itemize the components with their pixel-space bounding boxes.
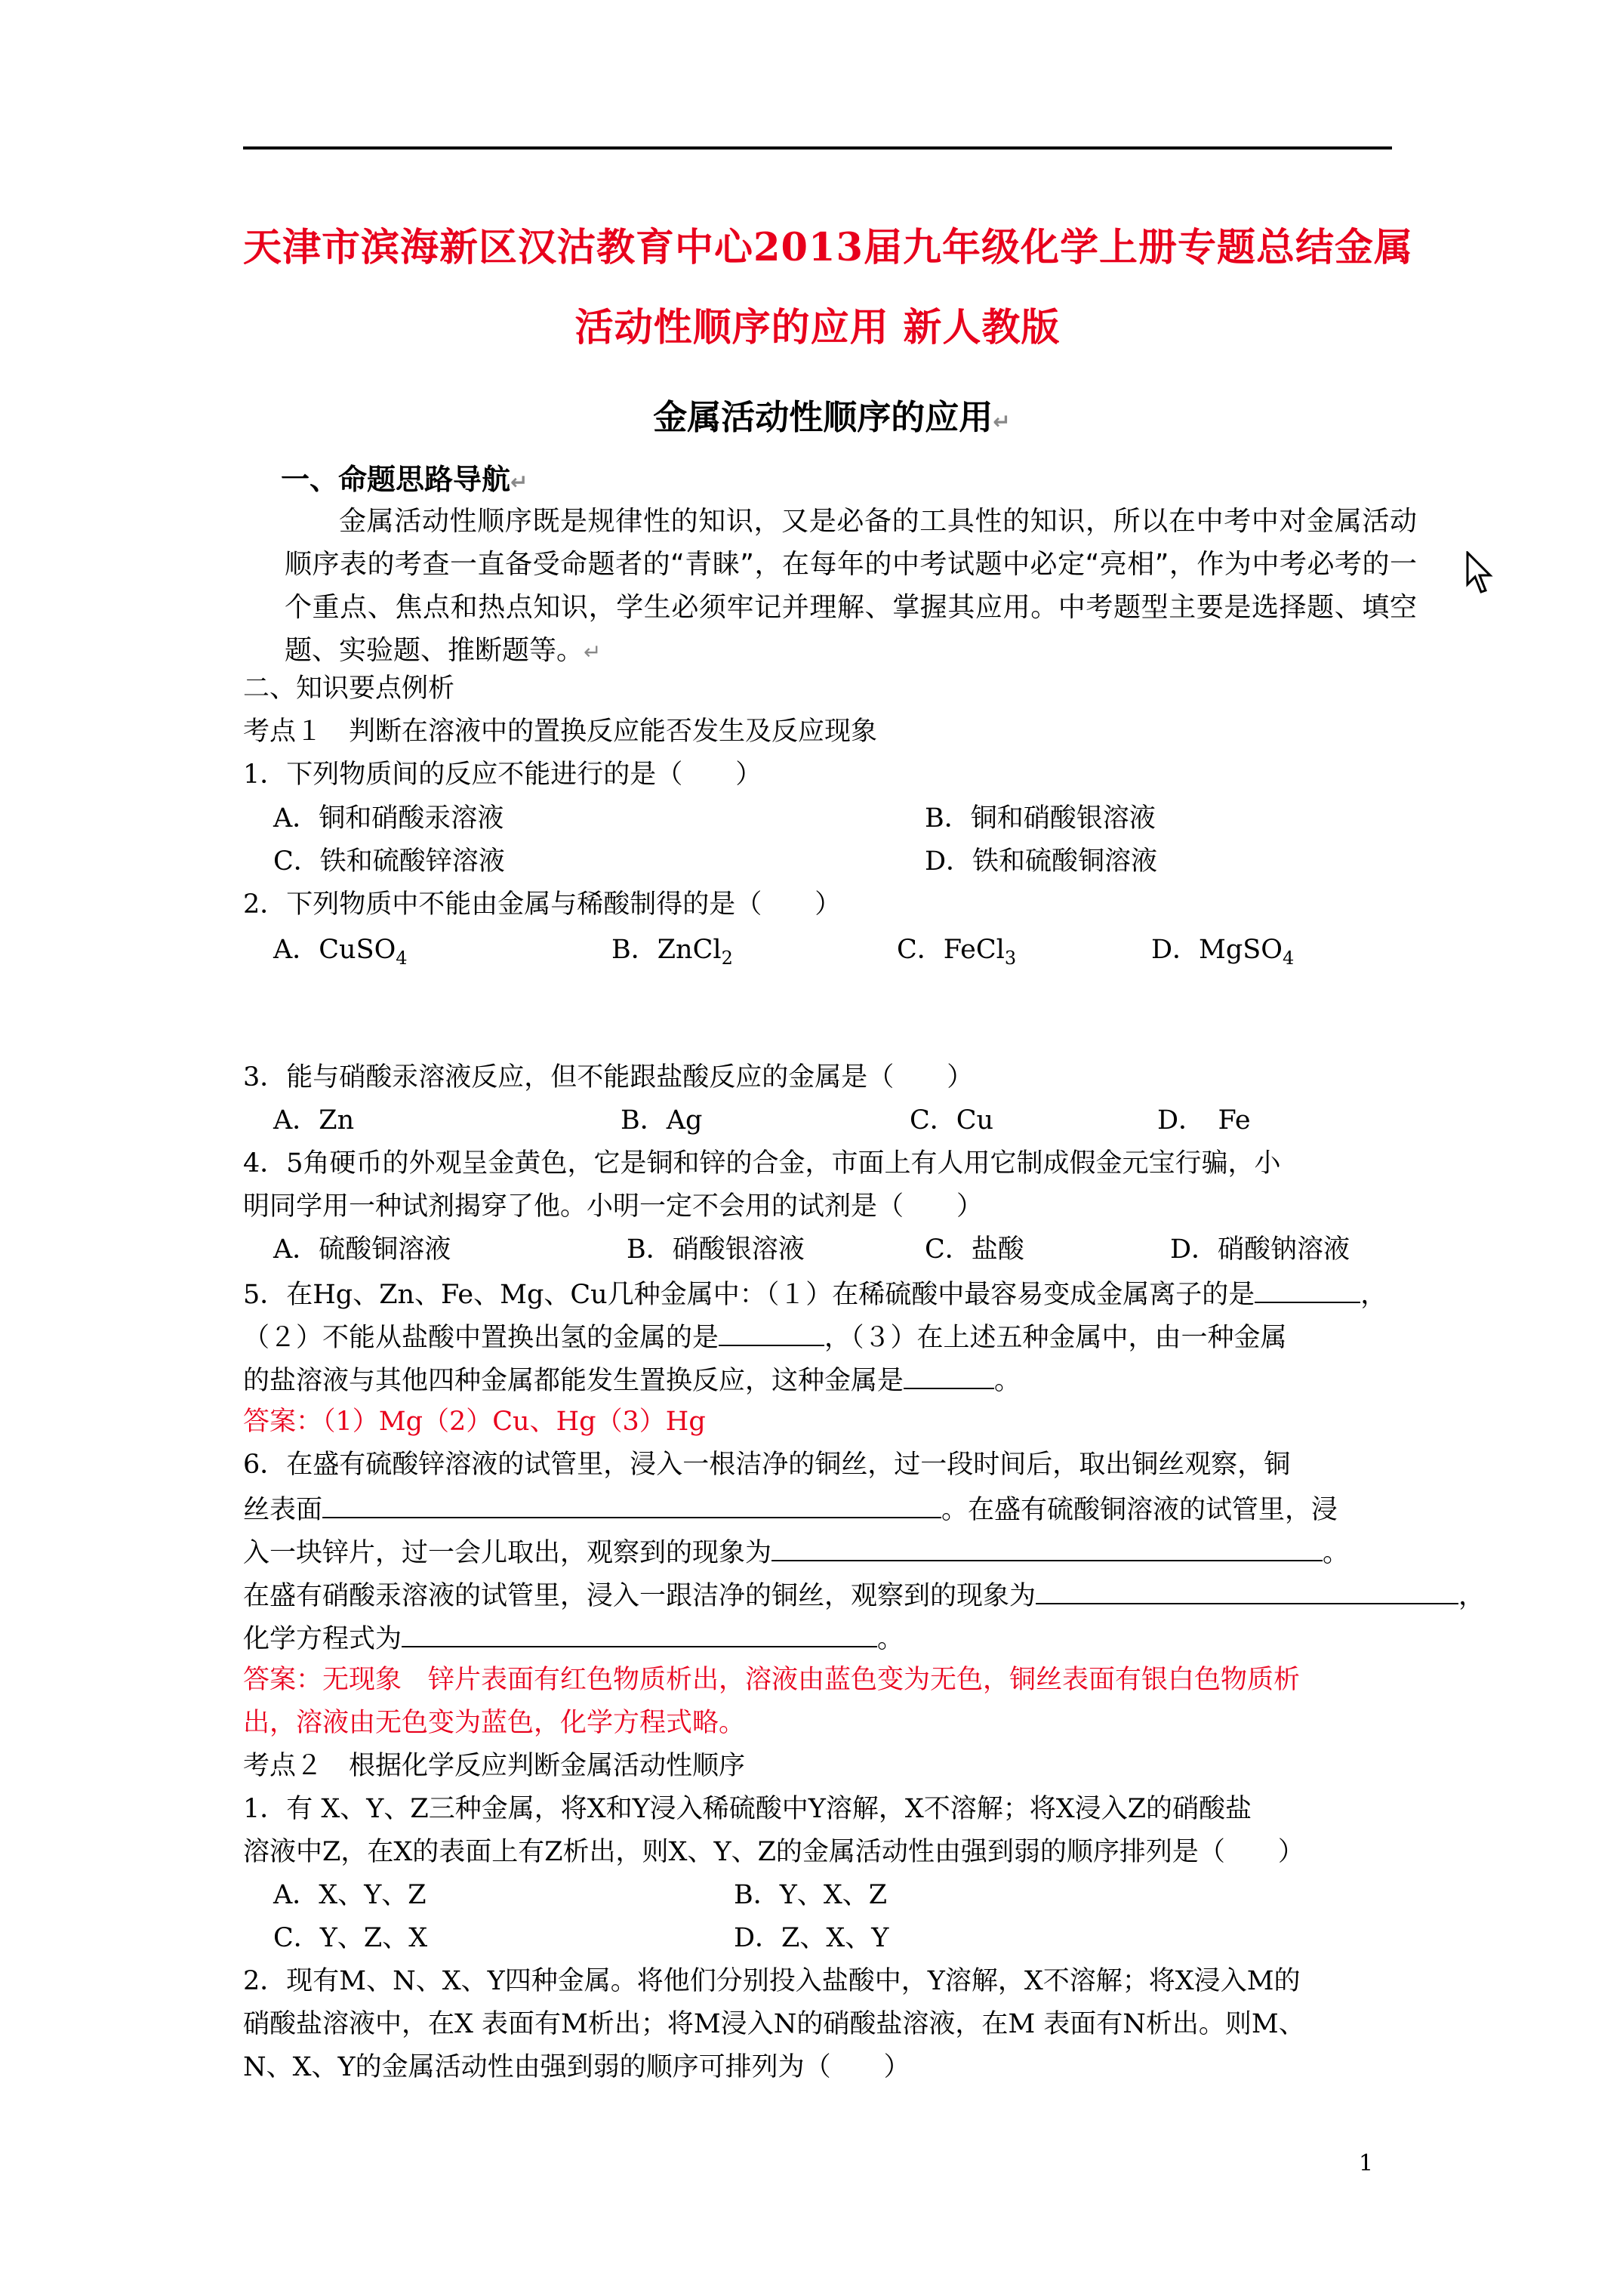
q2-option-d: D．MgSO$_4$ bbox=[1151, 935, 1295, 969]
q4-stem-line-2: 明同学用一种试剂揭穿了他。小明一定不会用的试剂是（ ） bbox=[243, 1191, 984, 1222]
scan-heading: 金属活动性顺序的应用↵ bbox=[653, 397, 1011, 437]
q6-line-5: 化学方程式为 。 bbox=[243, 1620, 904, 1656]
answer-blank bbox=[1255, 1276, 1360, 1303]
key-point-1: 考点１ 判断在溶液中的置换反应能否发生及反应现象 bbox=[243, 717, 878, 747]
scanned-excerpt bbox=[243, 378, 1421, 672]
scan-section-heading: 一、命题思路导航↵ bbox=[281, 463, 528, 496]
q2-option-a: A．CuSO$_4$ bbox=[273, 935, 408, 969]
q3-option-d: D． Fe bbox=[1157, 1105, 1251, 1136]
q2-option-b: B．ZnCl$_2$ bbox=[611, 935, 733, 969]
answer-blank bbox=[719, 1319, 824, 1346]
scan-paragraph: 金属活动性顺序既是规律性的知识，又是必备的工具性的知识，所以在中考中对金属活动顺序表的考查一直备受命题者的“青睐”，在每年的中考试题中必定“亮相”，作为中考必考的一个重点、焦点和热点知识，学生必须牢记并理解、掌握其应用。中考题型主要是选择题、填空题、实验题、推断题等。↵ bbox=[285, 506, 1417, 666]
q4-option-b: B．硝酸银溶液 bbox=[627, 1234, 805, 1265]
q5-line-3: 的盐溶液与其他四种金属都能发生置换反应，这种金属是 。 bbox=[243, 1362, 1021, 1398]
key-point-2: 考点２ 根据化学反应判断金属活动性顺序 bbox=[243, 1751, 746, 1781]
q3-stem: 3．能与硝酸汞溶液反应，但不能跟盐酸反应的金属是（ ） bbox=[243, 1062, 974, 1093]
q6-answer-line-1: 答案：无现象 锌片表面有红色物质析出，溶液由蓝色变为无色，铜丝表面有银白色物质析 bbox=[243, 1665, 1301, 1695]
k2q1-option-d: D．Z、X、Y bbox=[734, 1923, 889, 1953]
section-2-heading: 二、知识要点例析 bbox=[243, 673, 455, 704]
q6-line-4: 在盛有硝酸汞溶液的试管里，浸入一跟洁净的铜丝，观察到的现象为 ， bbox=[243, 1577, 1485, 1613]
q4-stem-line-1: 4．5角硬币的外观呈金黄色，它是铜和锌的合金，市面上有人用它制成假金元宝行骗，小 bbox=[243, 1148, 1281, 1179]
answer-blank bbox=[322, 1491, 941, 1518]
k2q1-option-b: B．Y、X、Z bbox=[734, 1880, 888, 1910]
k2q2-line-3: N、X、Y的金属活动性由强到弱的顺序可排列为（ ） bbox=[243, 2052, 910, 2082]
document-title-line-1: 天津市滨海新区汉沽教育中心2013届九年级化学上册专题总结金属 bbox=[243, 225, 1413, 270]
page-number: 1 bbox=[1359, 2150, 1374, 2177]
q6-answer-line-2: 出，溶液由无色变为蓝色，化学方程式略。 bbox=[243, 1708, 746, 1738]
q6-line-1: 6．在盛有硫酸锌溶液的试管里，浸入一根洁净的铜丝，过一段时间后，取出铜丝观察，铜 bbox=[243, 1450, 1291, 1480]
answer-blank bbox=[904, 1362, 994, 1389]
k2q1-line-2: 溶液中Z，在X的表面上有Z析出，则X、Y、Z的金属活动性由强到弱的顺序排列是（ ） bbox=[243, 1837, 1304, 1867]
q3-option-c: C．Cu bbox=[910, 1105, 994, 1136]
q1-option-c: C．铁和硫酸锌溶液 bbox=[273, 846, 505, 877]
q3-option-b: B．Ag bbox=[621, 1105, 703, 1136]
q5-answer: 答案：（1）Mg（2）Cu、Hg（3）Hg bbox=[243, 1407, 706, 1437]
answer-blank bbox=[771, 1534, 1323, 1561]
q4-option-a: A．硫酸铜溶液 bbox=[273, 1234, 451, 1265]
answer-blank bbox=[1036, 1577, 1458, 1604]
q6-line-2: 丝表面 。在盛有硫酸铜溶液的试管里，浸 bbox=[243, 1491, 1338, 1527]
q2-stem: 2．下列物质中不能由金属与稀酸制得的是（ ） bbox=[243, 889, 842, 920]
document-title-line-2: 活动性顺序的应用 新人教版 bbox=[574, 305, 1061, 350]
q3-option-a: A．Zn bbox=[273, 1105, 355, 1136]
q4-option-d: D．硝酸钠溶液 bbox=[1170, 1234, 1350, 1265]
k2q1-line-1: 1．有 X、Y、Z三种金属，将X和Y浸入稀硫酸中Y溶解，X不溶解；将X浸入Z的硝酸盐 bbox=[243, 1794, 1252, 1824]
q4-option-c: C．盐酸 bbox=[925, 1234, 1024, 1265]
k2q2-line-1: 2．现有M、N、X、Y四种金属。将他们分别投入盐酸中，Y溶解，X不溶解；将X浸入M的 bbox=[243, 1966, 1301, 1996]
k2q1-option-c: C．Y、Z、X bbox=[273, 1923, 428, 1953]
q5-line-1: 5．在Hg、Zn、Fe、Mg、Cu几种金属中：（１）在稀硫酸中最容易变成金属离子的是 ， bbox=[243, 1276, 1387, 1311]
q5-line-2: （２）不能从盐酸中置换出氢的金属的是 ，（３）在上述五种金属中，由一种金属 bbox=[243, 1319, 1287, 1354]
q1-stem: 1．下列物质间的反应不能进行的是（ ） bbox=[243, 760, 762, 790]
k2q2-line-2: 硝酸盐溶液中，在X 表面有M析出；将M浸入N的硝酸盐溶液，在M 表面有N析出。则M、 bbox=[243, 2009, 1305, 2039]
header-rule bbox=[243, 146, 1392, 149]
q6-line-3: 入一块锌片，过一会儿取出，观察到的现象为 。 bbox=[243, 1534, 1349, 1570]
q1-option-b: B．铜和硝酸银溶液 bbox=[925, 803, 1156, 834]
mouse-cursor-icon bbox=[1466, 551, 1496, 596]
q2-option-c: C．FeCl$_3$ bbox=[897, 935, 1017, 969]
q1-option-d: D．铁和硫酸铜溶液 bbox=[925, 846, 1158, 877]
k2q1-option-a: A．X、Y、Z bbox=[273, 1880, 427, 1910]
q1-option-a: A．铜和硝酸汞溶液 bbox=[273, 803, 504, 834]
answer-blank bbox=[402, 1620, 877, 1647]
